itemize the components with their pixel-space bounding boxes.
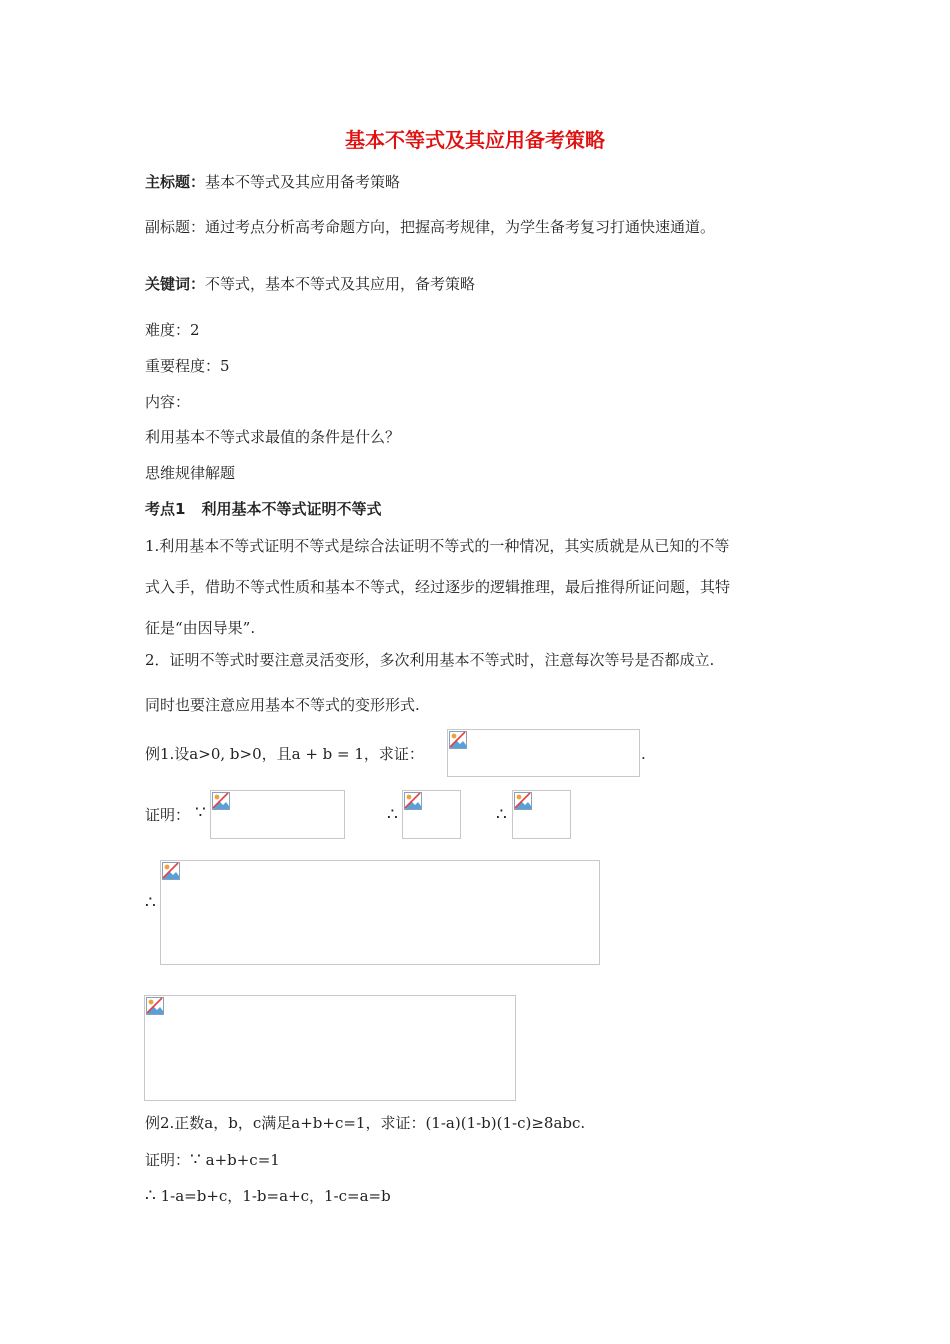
broken-image-icon xyxy=(162,862,180,880)
therefore-symbol: ∴ xyxy=(496,805,507,825)
method-heading: 思维规律解题 xyxy=(145,464,236,482)
formula-image xyxy=(144,995,516,1101)
section1-title: 利用基本不等式证明不等式 xyxy=(201,500,382,518)
therefore-symbol: ∴ xyxy=(145,893,156,913)
subtitle-value: 通过考点分析高考命题方向，把握高考规律，为学生备考复习打通快速通道。 xyxy=(205,218,716,236)
broken-image-icon xyxy=(449,731,467,749)
broken-image-icon xyxy=(146,997,164,1015)
importance: 重要程度：5 xyxy=(145,357,230,375)
keywords-label: 关键词： xyxy=(145,275,206,293)
formula-image xyxy=(512,790,571,839)
subtitle-line xyxy=(145,217,715,237)
broken-image-icon xyxy=(404,792,422,810)
main-title-value: 基本不等式及其应用备考策略 xyxy=(205,173,401,191)
broken-image-icon xyxy=(514,792,532,810)
formula-image xyxy=(160,860,600,965)
proof-label: 证明： xyxy=(145,1151,191,1169)
therefore-symbol: ∴ xyxy=(145,1186,156,1206)
subtitle-label: 副标题： xyxy=(145,218,206,236)
example1-text: 例1.设a>0, b>0，且a + b = 1，求证： xyxy=(145,745,424,763)
formula-image xyxy=(447,729,640,777)
formula-image xyxy=(402,790,461,839)
example2-proof-result: 1-a=b+c，1-b=a+c，1-c=a=b xyxy=(160,1187,391,1205)
because-symbol: ∵ xyxy=(195,803,206,823)
content-label: 内容： xyxy=(145,393,191,411)
section1-heading xyxy=(145,499,381,519)
keywords-value: 不等式，基本不等式及其应用，备考策略 xyxy=(205,275,476,293)
main-title-label: 主标题： xyxy=(145,173,206,191)
para1-line2: 式入手，借助不等式性质和基本不等式，经过逐步的逻辑推理，最后推得所证问题，其特 xyxy=(145,578,731,596)
main-title-line xyxy=(145,172,400,192)
because-symbol: ∵ xyxy=(190,1150,201,1170)
question: 利用基本不等式求最值的条件是什么？ xyxy=(145,428,401,446)
para1-line1: 1.利用基本不等式证明不等式是综合法证明不等式的一种情况，其实质就是从已知的不等 xyxy=(145,537,730,555)
example2-proof-equation: a+b+c=1 xyxy=(205,1151,280,1169)
example1-end: . xyxy=(641,745,646,763)
page-title: 基本不等式及其应用备考策略 xyxy=(345,128,605,152)
para2-line1: 2．证明不等式时要注意灵活变形，多次利用基本不等式时，注意每次等号是否都成立. xyxy=(145,651,715,669)
section1-label: 考点1 xyxy=(145,500,186,518)
difficulty: 难度：2 xyxy=(145,321,200,339)
example2-proof-line2 xyxy=(145,1186,391,1206)
formula-image xyxy=(210,790,345,839)
keywords-line xyxy=(145,274,475,294)
para1-line3: 征是“由因导果”. xyxy=(145,619,256,637)
example2-proof-line1 xyxy=(145,1150,280,1170)
para2-line2: 同时也要注意应用基本不等式的变形形式. xyxy=(145,696,420,714)
broken-image-icon xyxy=(212,792,230,810)
therefore-symbol: ∴ xyxy=(387,805,398,825)
proof-label: 证明： xyxy=(145,806,191,824)
example2-text: 例2.正数a，b，c满足a+b+c=1，求证：(1-a)(1-b)(1-c)≥8abc. xyxy=(145,1114,586,1132)
